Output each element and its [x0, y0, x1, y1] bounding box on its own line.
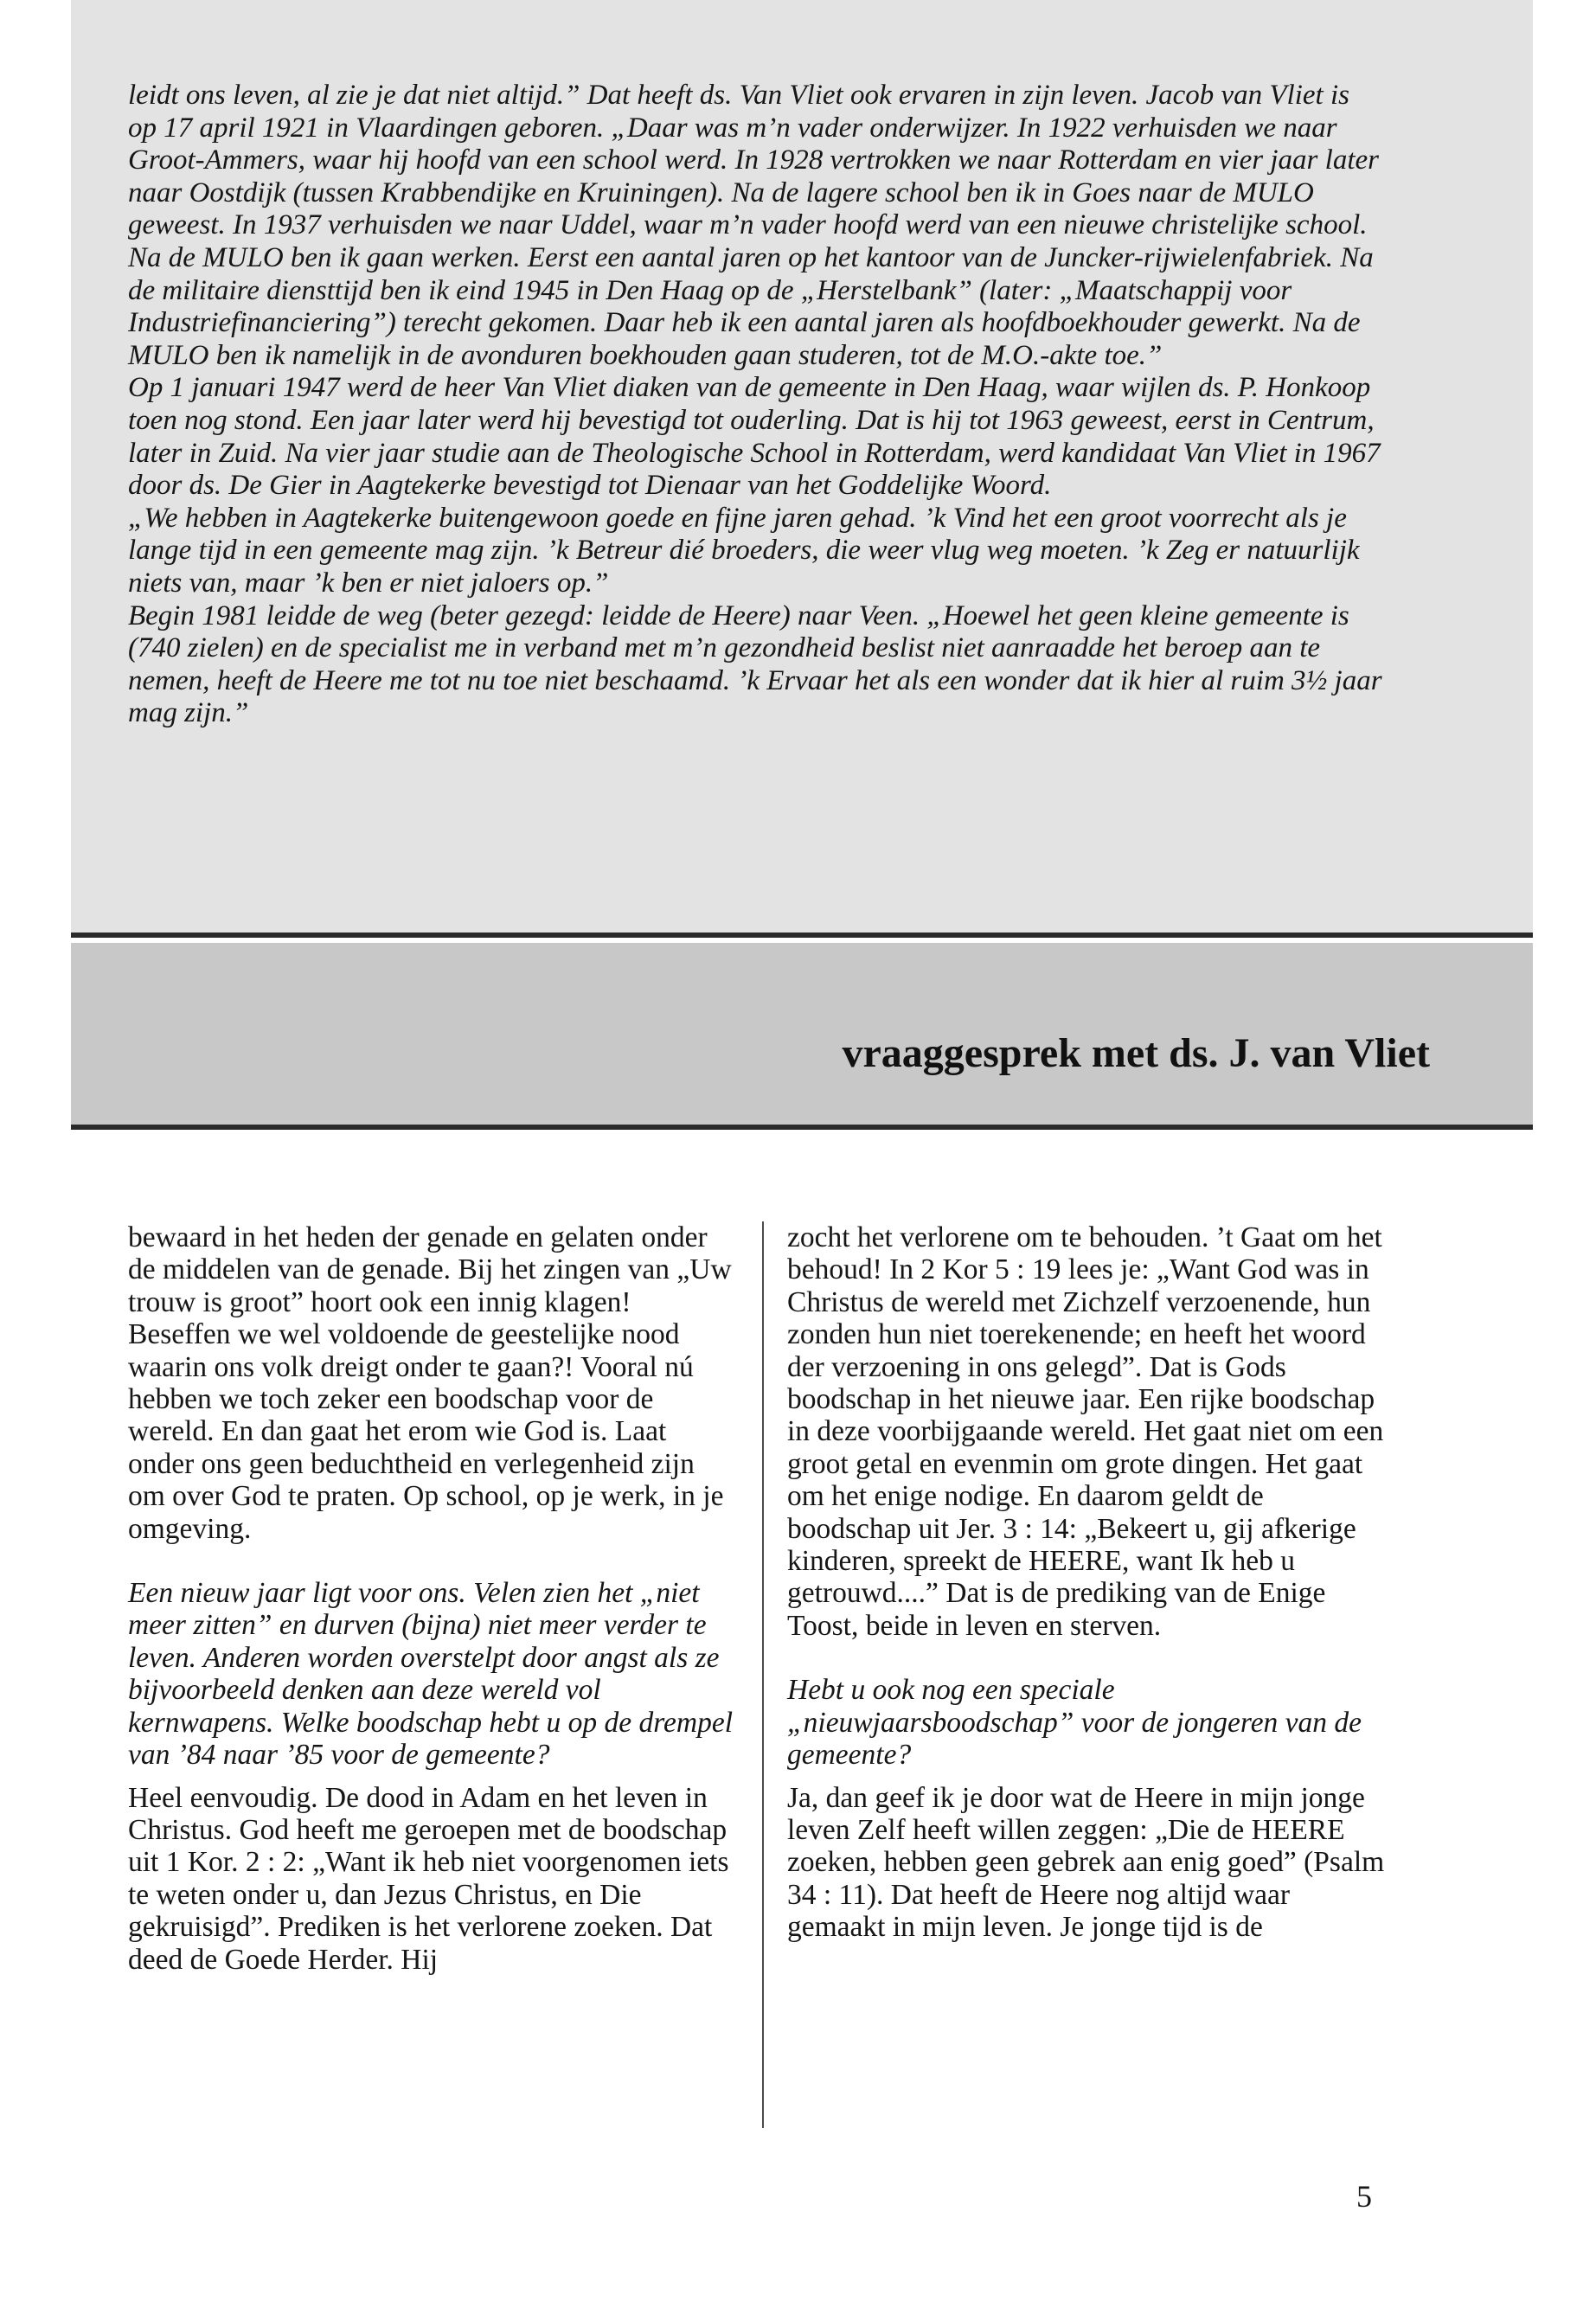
intro-paragraph-2: Op 1 januari 1947 werd de heer Van Vliet diaken van de gemeente in Den Haag, waar wijlen ds. P. Honkoop toen nog stond. Een jaar later werd hij bevestigd tot ouderling. Dat is hij tot 1963 geweest, eerst in Centrum, later in Zuid. Na vier jaar studie aan de Theologische School in Rotterdam, werd kandidaat Van Vliet in 1967 door ds. De Gier in Aagtekerke bevestigd tot Dienaar van het Goddelijke Woord.	[128, 372, 1381, 502]
page-number: 5	[1356, 2179, 1372, 2214]
intro-paragraph-4: Begin 1981 leidde de weg (beter gezegd: leidde de Heere) naar Veen. „Hoewel het geen kleine gemeente is (740 zielen) en de specialist me in verband met m’n gezondheid beslist niet aanraadde het beroep aan te nemen, heeft de Heere me tot nu toe niet beschaamd. ’k Ervaar het als een wonder dat ik hier al ruim 3½ jaar mag zijn.”	[128, 599, 1382, 729]
intro-paragraph-1: leidt ons leven, al zie je dat niet altijd.” Dat heeft ds. Van Vliet ook ervaren in zijn leven. Jacob van Vliet is op 17 april 1921 in Vlaardingen geboren. „Daar was m’n vader onderwijzer. In 1922 verhuisden we naar Groot-Ammers, waar hij hoofd van een school werd. In 1928 vertrokken we naar Rotterdam en vier jaar later naar Oostdijk (tussen Krabbendijke en Kruiningen). Na de lagere school ben ik in Goes naar de MULO geweest. In 1937 verhuisden we naar Uddel, waar m’n vader hoofd werd van een nieuwe christelijke school. Na de MULO ben ik gaan werken. Eerst een aantal jaren op het kantoor van de Juncker-rijwielenfabriek. Na de militaire diensttijd ben ik eind 1945 in Den Haag op de „Herstelbank” (later: „Maatschappij voor Industriefinanciering”) terecht gekomen. Daar heb ik een aantal jaren als hoofdboekhouder gewerkt. Na de MULO ben ik namelijk in de avonduren boekhouden gaan studeren, tot de M.O.-akte toe.”	[128, 80, 1379, 371]
right-answer: Ja, dan geef ik je door wat de Heere in mijn jonge leven Zelf heeft willen zeggen: „Die de HEERE zoeken, hebben geen gebrek aan enig goed” (Psalm 34 : 11). Dat heeft de Heere nog altijd waar gemaakt in mijn leven. Je jonge tijd is de	[787, 1781, 1385, 1944]
intro-paragraph-3: „We hebben in Aagtekerke buitengewoon goede en fijne jaren gehad. ’k Vind het een groot voorrecht als je lange tijd in een gemeente mag zijn. ’k Betreur dié broeders, die weer vlug weg moeten. ’k Zeg er natuurlijk niets van, maar ’k ben er niet jaloers op.”	[128, 502, 1360, 599]
left-question: Een nieuw jaar ligt voor ons. Velen zien het „niet meer zitten” en durven (bijna) niet meer verder te leven. Anderen worden overstelpt door angst als ze bijvoorbeeld denken aan deze wereld vol kernwapens. Welke boodschap hebt u op de drempel van ’84 naar ’85 voor de gemeente?	[128, 1577, 734, 1772]
right-column	[787, 1221, 1393, 1944]
top-divider-rule	[71, 933, 1533, 938]
column-divider	[762, 1221, 764, 2128]
intro-text	[128, 80, 1382, 730]
right-paragraph-1: zocht het verlorene om te behouden. ’t Gaat om het behoud! In 2 Kor 5 : 19 lees je: „Want God was in Christus de wereld met Zichzelf verzoenende, hun zonden hun niet toerekenende; en heeft het woord der verzoening in ons gelegd”. Dat is Gods boodschap in het nieuwe jaar. Een rijke boodschap in deze voorbijgaande wereld. Het gaat niet om een groot getal en evenmin om grote dingen. Het gaat om het enige nodige. En daarom geldt de boodschap uit Jer. 3 : 14: „Bekeert u, gij afkerige kinderen, spreekt de HEERE, want Ik heb u getrouwd....” Dat is de prediking van de Enige Toost, beide in leven en sterven.	[787, 1221, 1384, 1642]
right-question: Hebt u ook nog een speciale „nieuwjaarsboodschap” voor de jongeren van de gemeente?	[787, 1674, 1362, 1772]
bottom-divider-rule	[71, 1125, 1533, 1130]
left-paragraph-1: bewaard in het heden der genade en gelaten onder de middelen van de genade. Bij het zingen van „Uw trouw is groot” hoort ook een innig klagen! Beseffen we wel voldoende de geestelijke nood waarin ons volk dreigt onder te gaan?! Vooral nú hebben we toch zeker een boodschap voor de wereld. En dan gaat het erom wie God is. Laat onder ons geen beduchtheid en verlegenheid zijn om over God te praten. Op school, op je werk, in je omgeving.	[128, 1221, 732, 1545]
left-column	[128, 1221, 734, 1976]
left-answer: Heel eenvoudig. De dood in Adam en het leven in Christus. God heeft me geroepen met de boodschap uit 1 Kor. 2 : 2: „Want ik heb niet voorgenomen iets te weten onder u, dan Jezus Christus, en Die gekruisigd”. Prediken is het verlorene zoeken. Dat deed de Goede Herder. Hij	[128, 1781, 729, 1976]
interview-title: vraaggesprek met ds. J. van Vliet	[842, 1030, 1430, 1076]
